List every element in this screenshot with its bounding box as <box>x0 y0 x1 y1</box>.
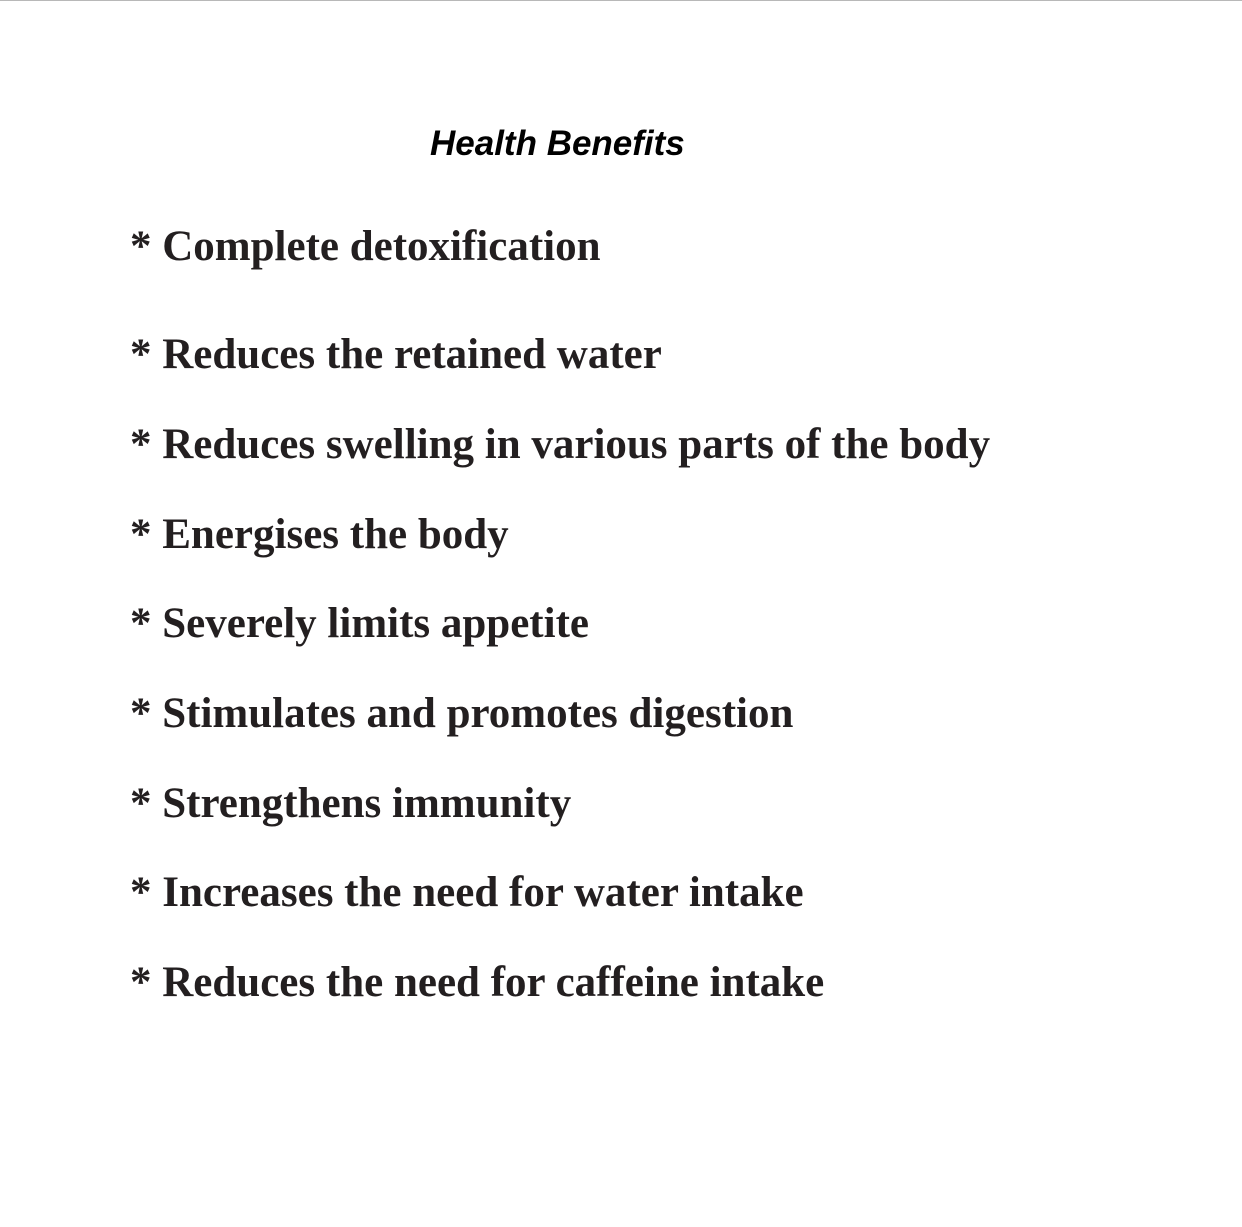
page-title: Health Benefits <box>430 124 685 163</box>
benefit-item-appetite: * Severely limits appetite <box>130 600 589 647</box>
benefit-item-caffeine-intake: * Reduces the need for caffeine intake <box>130 959 825 1006</box>
benefit-item-digestion: * Stimulates and promotes digestion <box>130 690 794 737</box>
benefit-item-immunity: * Strengthens immunity <box>130 780 572 827</box>
benefit-item-retained-water: * Reduces the retained water <box>130 331 662 378</box>
benefit-item-detoxification: * Complete detoxification <box>130 223 601 270</box>
benefit-item-swelling: * Reduces swelling in various parts of the body <box>130 421 991 468</box>
benefit-item-energises: * Energises the body <box>130 511 509 558</box>
top-divider <box>0 0 1242 1</box>
benefit-item-water-intake: * Increases the need for water intake <box>130 869 804 916</box>
